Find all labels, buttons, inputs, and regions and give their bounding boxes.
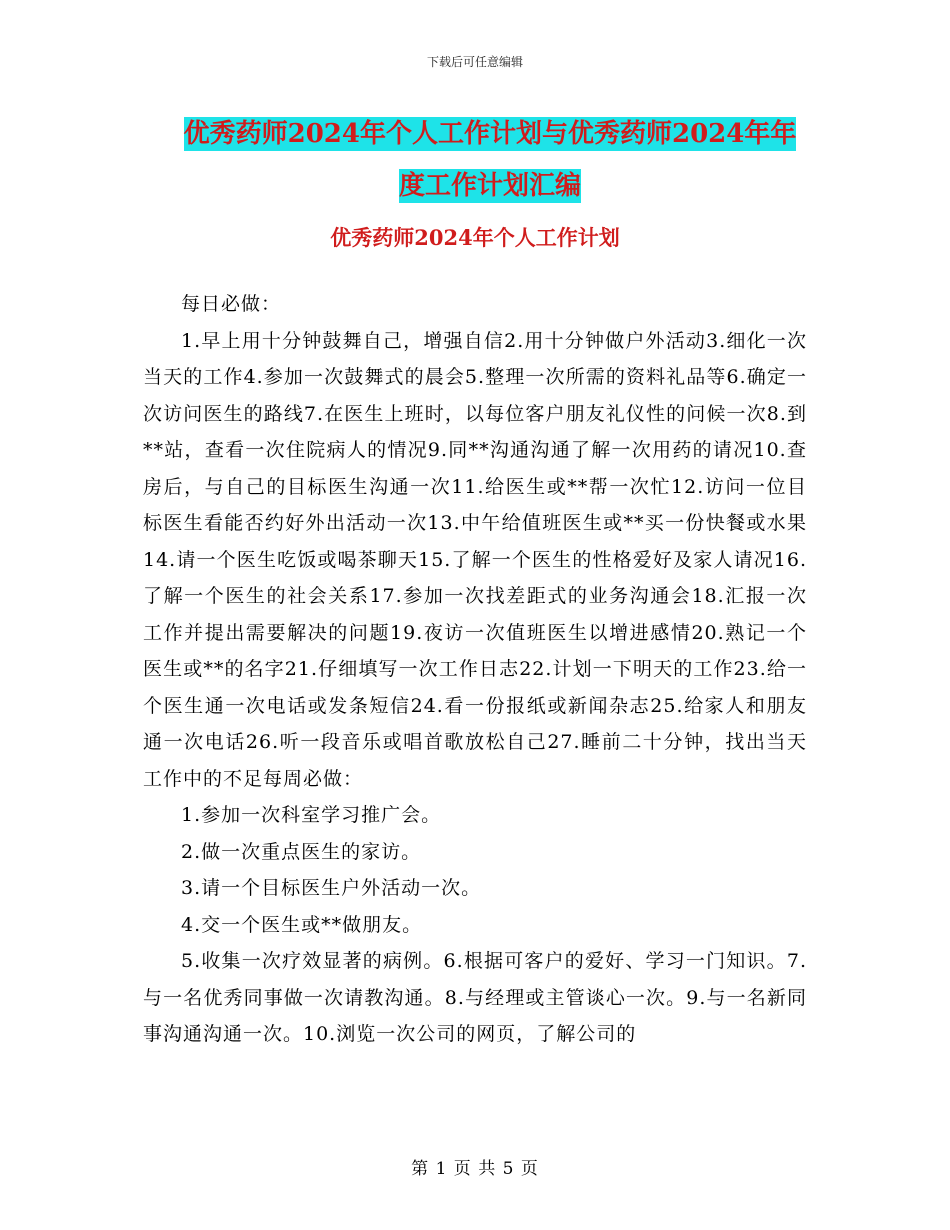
paragraph-weekly-item: 4.交一个医生或**做朋友。 bbox=[181, 913, 423, 936]
page-footer: 第 1 页 共 5 页 bbox=[411, 1159, 539, 1179]
paragraph-weekly-item: 1.参加一次科室学习推广会。 bbox=[181, 804, 442, 826]
document-body bbox=[143, 286, 807, 1053]
document-title bbox=[140, 108, 840, 212]
paragraph-weekly-list: 5.收集一次疗效显著的病例。6.根据可客户的爱好、学习一门知识。7.与一名优秀同事做一次请教沟通。8.与经理或主管谈心一次。9.与一名新同事沟通沟通一次。10.浏览一次公司的网页，了解公司的 bbox=[143, 950, 807, 1045]
paragraph-daily-list: 1.早上用十分钟鼓舞自己，增强自信2.用十分钟做户外活动3.细化一次当天的工作4.参加一次鼓舞式的晨会5.整理一次所需的资料礼品等6.确定一次访问医生的路线7.在医生上班时，以每位客户朋友礼仪性的问候一次8.到**站，查看一次住院病人的情况9.同**沟通沟通了解一次用药的请况10.查房后，与自己的目标医生沟通一次11.给医生或**帮一次忙12.访问一位目标医生看能否约好外出活动一次13.中午给值班医生或**买一份快餐或水果14.请一个医生吃饭或喝茶聊天15.了解一个医生的性格爱好及家人请况16.了解一个医生的社会关系17.参加一次找差距式的业务沟通会18.汇报一次工作并提出需要解决的问题19.夜访一次值班医生以增进感情20.熟记一个医生或**的名字21.仔细填写一次工作日志22.计划一下明天的工作23.给一个医生通一次电话或发条短信24.看一份报纸或新闻杂志25.给家人和朋友通一次电话26.听一段音乐或唱首歌放松自己27.睡前二十分钟，找出当天工作中的不足每周必做： bbox=[143, 329, 807, 790]
title-line-2: 度工作计划汇编 bbox=[398, 171, 581, 201]
paragraph-weekly-item: 2.做一次重点医生的家访。 bbox=[181, 840, 422, 863]
header-note: 下载后可任意编辑 bbox=[426, 55, 523, 69]
paragraph-weekly-item: 3.请一个目标医生户外活动一次。 bbox=[181, 877, 482, 899]
title-line-1: 优秀药师2024年个人工作计划与优秀药师2024年年 bbox=[183, 119, 797, 149]
paragraph-daily-heading: 每日必做： bbox=[181, 293, 282, 315]
section-title: 优秀药师2024年个人工作计划 bbox=[330, 225, 620, 250]
